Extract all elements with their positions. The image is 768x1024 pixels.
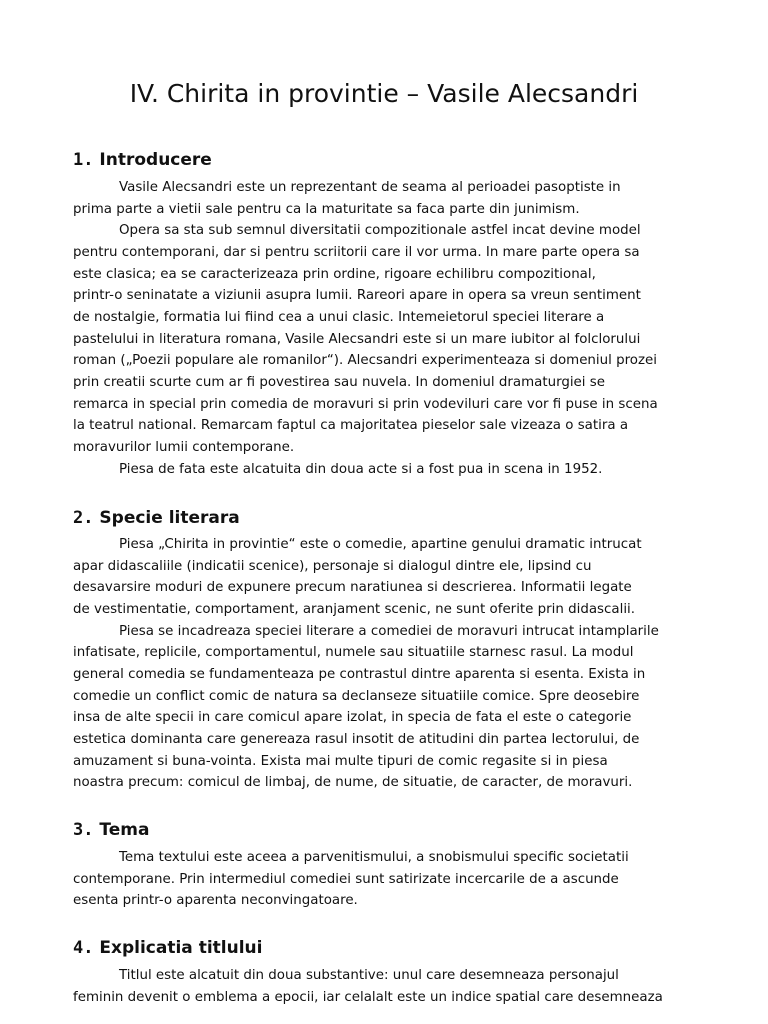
paragraph-line: estetica dominanta care genereaza rasul insotit de atitudini din partea lectorului, de xyxy=(73,732,640,747)
paragraph-line: feminin devenit o emblema a epocii, iar celalalt este un indice spatial care desemneaza xyxy=(73,990,663,1005)
paragraph-line: insa de alte specii in care comicul apare izolat, in specia de fata el este o categorie xyxy=(73,710,632,725)
paragraph-line: amuzament si buna-vointa. Exista mai multe tipuri de comic regasite si in piesa xyxy=(73,754,608,769)
paragraph-line: Titlul este alcatuit din doua substantive: unul care desemneaza personajul xyxy=(119,968,619,983)
paragraph-line: este clasica; ea se caracterizeaza prin ordine, rigoare echilibru compozitional, xyxy=(73,267,596,282)
paragraph-line: general comedia se fundamenteaza pe contrastul dintre aparenta si esenta. Exista in xyxy=(73,667,646,682)
section-number: 2. xyxy=(73,508,94,528)
paragraph-line: contemporane. Prin intermediul comediei sunt satirizate incercarile de a ascunde xyxy=(73,872,619,887)
section-title: Explicatia titlului xyxy=(99,938,263,958)
paragraph-line: de vestimentatie, comportament, aranjament scenic, ne sunt oferite prin didascalii. xyxy=(73,602,636,617)
paragraph-line: apar didascaliile (indicatii scenice), personaje si dialogul dintre ele, lipsind cu xyxy=(73,559,592,574)
paragraph-line: remarca in special prin comedia de moravuri si prin vodeviluri care vor fi puse in scena xyxy=(73,397,658,412)
paragraph-line: Tema textului este aceea a parvenitismului, a snobismului specific societatii xyxy=(119,850,629,865)
paragraph-line: esenta printr-o aparenta neconvingatoare. xyxy=(73,893,358,908)
paragraph-line: prin creatii scurte cum ar fi povestirea sau nuvela. In domeniul dramaturgiei se xyxy=(73,375,605,390)
paragraph-line: moravurilor lumii contemporane. xyxy=(73,440,295,455)
section-number: 3. xyxy=(73,820,94,840)
paragraph-line: noastra precum: comicul de limbaj, de nume, de situatie, de caracter, de moravuri. xyxy=(73,775,633,790)
paragraph-line: desavarsire moduri de expunere precum naratiunea si descrierea. Informatii legate xyxy=(73,580,632,595)
section-title: Specie literara xyxy=(99,508,240,528)
paragraph-line: roman („Poezii populare ale romanilor“). Alecsandri experimenteaza si domeniul prozei xyxy=(73,353,657,368)
section-number: 4. xyxy=(73,938,94,958)
paragraph-line: prima parte a vietii sale pentru ca la maturitate sa faca parte din junimism. xyxy=(73,202,580,217)
section-title: Tema xyxy=(99,820,150,840)
paragraph-line: pastelului in literatura romana, Vasile Alecsandri este si un mare iubitor al folclorului xyxy=(73,332,641,347)
paragraph-line: infatisate, replicile, comportamentul, numele sau situatiile starnesc rasul. La modul xyxy=(73,645,634,660)
paragraph-line: Piesa de fata este alcatuita din doua acte si a fost pua in scena in 1952. xyxy=(119,462,603,477)
paragraph-line: Piesa „Chirita in provintie“ este o comedie, apartine genului dramatic intrucat xyxy=(119,537,642,552)
section-heading-explicatia-titlului xyxy=(73,936,262,960)
paragraph-line: pentru contemporani, dar si pentru scriitorii care il vor urma. In mare parte opera sa xyxy=(73,245,640,260)
section-heading-specie-literara xyxy=(73,506,240,530)
paragraph-line: printr-o seninatate a viziunii asupra lumii. Rareori apare in opera sa vreun sentiment xyxy=(73,288,641,303)
document-title: IV. Chirita in provintie – Vasile Alecsandri xyxy=(129,79,639,108)
section-title: Introducere xyxy=(99,150,212,170)
section-heading-introducere xyxy=(73,148,212,172)
section-heading-tema xyxy=(73,818,149,842)
paragraph-line: Opera sa sta sub semnul diversitatii compozitionale astfel incat devine model xyxy=(119,223,641,238)
paragraph-line: Piesa se incadreaza speciei literare a comediei de moravuri intrucat intamplarile xyxy=(119,624,659,639)
paragraph-line: comedie un conflict comic de natura sa declanseze situatiile comice. Spre deosebire xyxy=(73,689,640,704)
paragraph-line: la teatrul national. Remarcam faptul ca majoritatea pieselor sale vizeaza o satira a xyxy=(73,418,629,433)
section-number: 1. xyxy=(73,150,94,170)
paragraph-line: Vasile Alecsandri este un reprezentant de seama al perioadei pasoptiste in xyxy=(119,180,621,195)
paragraph-line: de nostalgie, formatia lui fiind cea a unui clasic. Intemeietorul speciei literare a xyxy=(73,310,605,325)
